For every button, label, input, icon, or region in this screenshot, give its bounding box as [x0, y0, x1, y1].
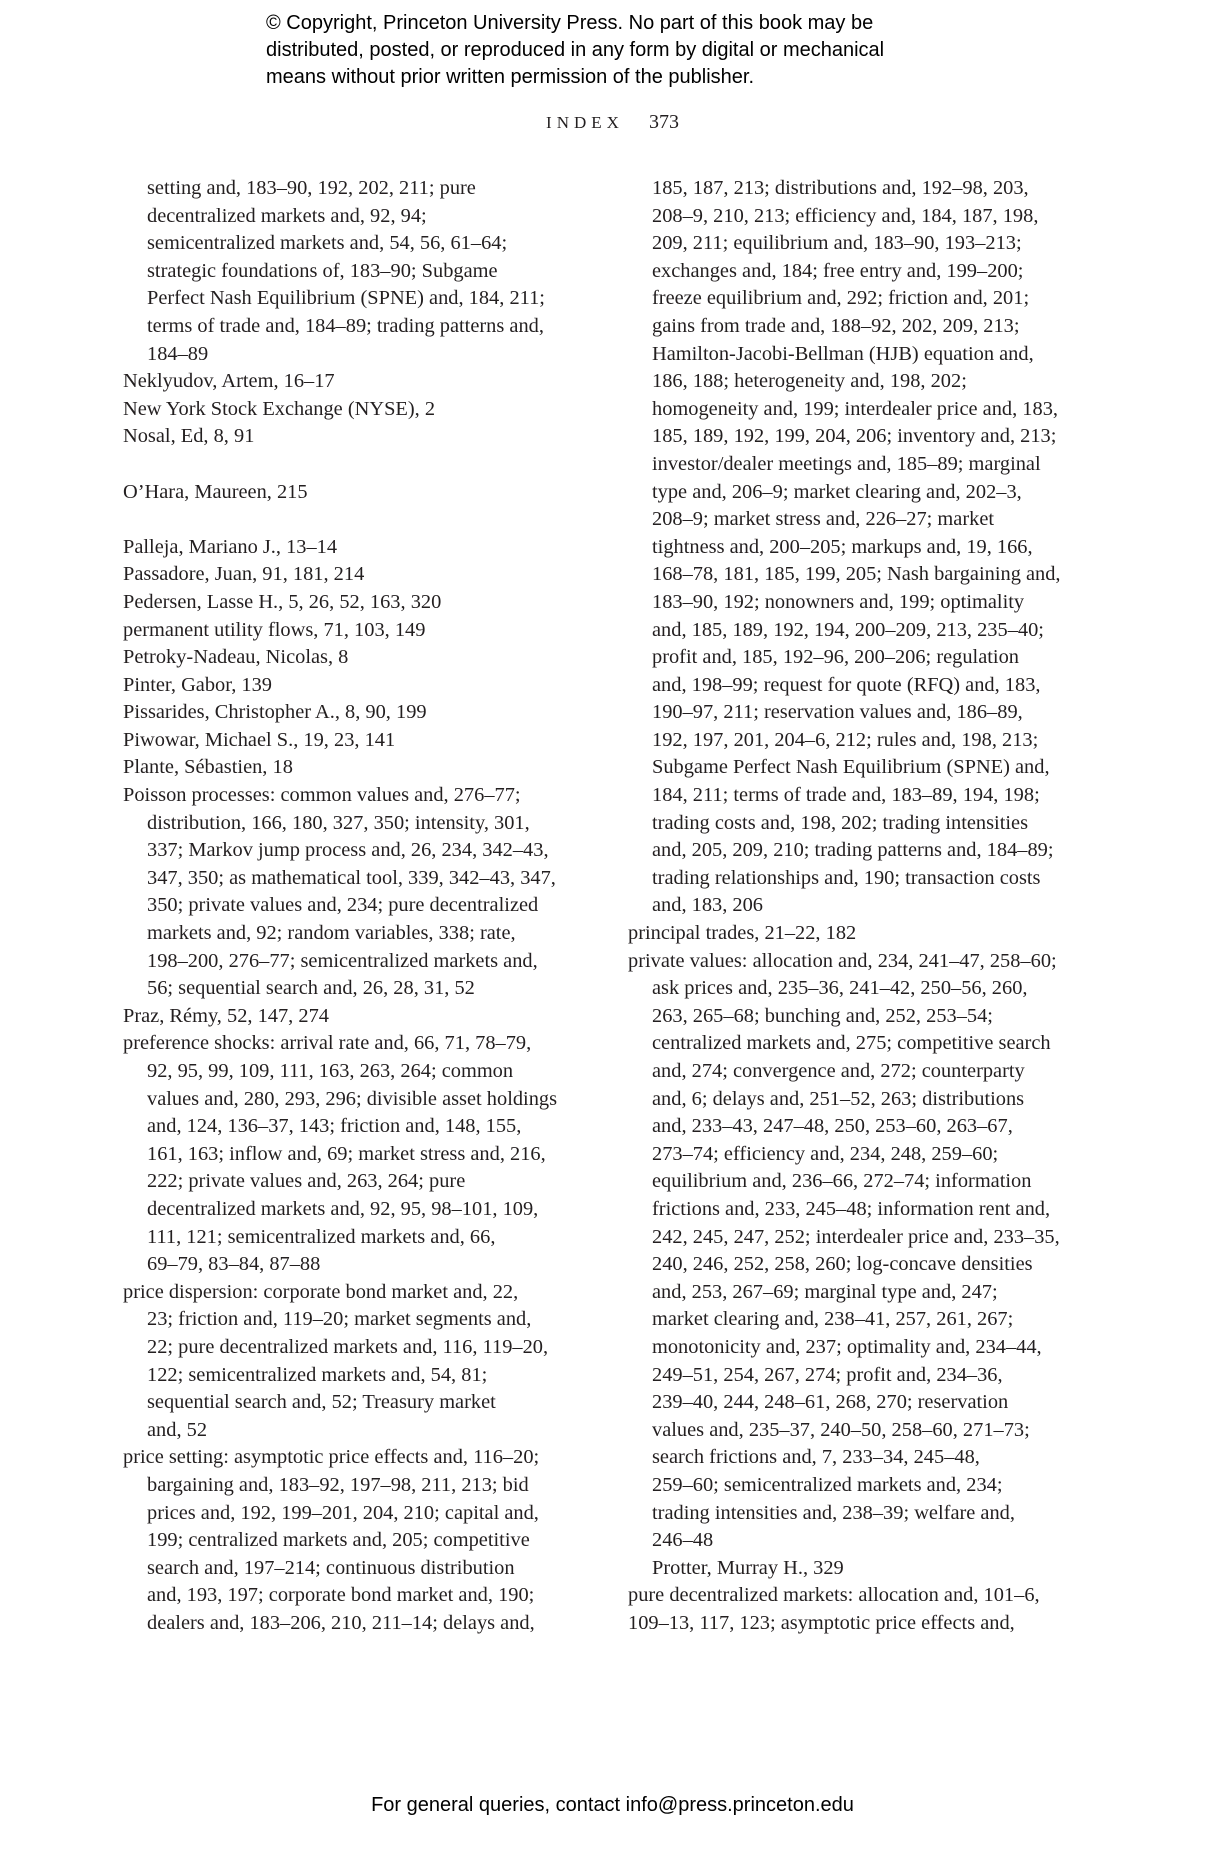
copyright-line: distributed, posted, or reproduced in any form by digital or mechanical	[266, 39, 885, 61]
index-entry-continuation: ask prices and, 235–36, 241–42, 250–56, 260,	[652, 977, 1028, 1000]
index-entry-head: private values: allocation and, 234, 241–47, 258–60;	[628, 949, 1057, 972]
index-entry-continuation: gains from trade and, 188–92, 202, 209, 213;	[652, 314, 1020, 337]
index-entry-head: New York Stock Exchange (NYSE), 2	[123, 397, 436, 420]
index-entry-continuation: investor/dealer meetings and, 185–89; marginal	[652, 452, 1041, 475]
index-entry-continuation: type and, 206–9; market clearing and, 202–3,	[652, 480, 1022, 503]
index-entry-continuation: 192, 197, 201, 204–6, 212; rules and, 198, 213;	[652, 728, 1039, 751]
index-entry-continuation: values and, 280, 293, 296; divisible asset holdings	[147, 1087, 558, 1110]
index-entry-continuation: equilibrium and, 236–66, 272–74; information	[652, 1170, 1032, 1193]
index-entry-continuation: trading costs and, 198, 202; trading intensities	[652, 811, 1029, 834]
index-entry-continuation: sequential search and, 52; Treasury market	[147, 1391, 496, 1414]
index-entry-continuation: frictions and, 233, 245–48; information rent and,	[652, 1197, 1051, 1220]
index-entry-continuation: Protter, Murray H., 329	[652, 1556, 844, 1579]
index-entry-continuation: and, 124, 136–37, 143; friction and, 148, 155,	[147, 1115, 522, 1138]
index-entry-head: Praz, Rémy, 52, 147, 274	[123, 1004, 329, 1027]
index-entry-continuation: 190–97, 211; reservation values and, 186–89,	[652, 701, 1023, 724]
index-column-left	[123, 175, 593, 1637]
index-entry-continuation: 183–90, 192; nonowners and, 199; optimality	[652, 590, 1025, 613]
index-entry-head: Pissarides, Christopher A., 8, 90, 199	[123, 701, 427, 724]
index-entry-continuation: 92, 95, 99, 109, 111, 163, 263, 264; common	[147, 1060, 514, 1082]
page-number: 373	[648, 111, 679, 133]
index-entry-continuation: 23; friction and, 119–20; market segments and,	[147, 1308, 532, 1331]
index-entry-head: 109–13, 117, 123; asymptotic price effects and,	[628, 1611, 1015, 1634]
index-entry-continuation: and, 205, 209, 210; trading patterns and, 184–89;	[652, 839, 1054, 862]
index-entry-continuation: 208–9; market stress and, 226–27; market	[652, 508, 995, 531]
index-entry-continuation: and, 274; convergence and, 272; counterparty	[652, 1060, 1025, 1082]
index-entry-head: permanent utility flows, 71, 103, 149	[123, 618, 426, 641]
index-entry-head: Pedersen, Lasse H., 5, 26, 52, 163, 320	[123, 590, 442, 613]
index-entry-continuation: freeze equilibrium and, 292; friction and, 201;	[652, 287, 1030, 310]
index-entry-continuation: search frictions and, 7, 233–34, 245–48,	[652, 1446, 980, 1469]
index-entry-head: Poisson processes: common values and, 276–77;	[123, 784, 521, 807]
index-entry-continuation: 111, 121; semicentralized markets and, 66,	[147, 1225, 496, 1248]
index-entry-head: pure decentralized markets: allocation and, 101–6,	[628, 1584, 1040, 1607]
index-entry-head: Nosal, Ed, 8, 91	[123, 425, 255, 448]
index-entry-continuation: 122; semicentralized markets and, 54, 81;	[147, 1363, 488, 1386]
index-entry-continuation: exchanges and, 184; free entry and, 199–200;	[652, 259, 1024, 282]
index-entry-head: Plante, Sébastien, 18	[123, 756, 293, 779]
running-head-label: INDEX	[546, 113, 624, 132]
index-entry-continuation: 56; sequential search and, 26, 28, 31, 52	[147, 977, 475, 1000]
index-entry-continuation: 184, 211; terms of trade and, 183–89, 194, 198;	[652, 784, 1040, 807]
index-entry-continuation: 240, 246, 252, 258, 260; log-concave densities	[652, 1253, 1033, 1276]
index-entry-continuation: 186, 188; heterogeneity and, 198, 202;	[652, 370, 967, 393]
index-entry-continuation: 337; Markov jump process and, 26, 234, 342–43,	[147, 839, 549, 862]
index-entry-continuation: 222; private values and, 263, 264; pure	[147, 1170, 466, 1193]
index-entry-continuation: 259–60; semicentralized markets and, 234;	[652, 1473, 1003, 1496]
index-entry-continuation: homogeneity and, 199; interdealer price and, 183,	[652, 397, 1058, 420]
index-entry-continuation: bargaining and, 183–92, 197–98, 211, 213; bid	[147, 1473, 529, 1496]
index-entry-continuation: and, 185, 189, 192, 194, 200–209, 213, 235–40;	[652, 618, 1044, 641]
index-entry-head: price dispersion: corporate bond market and, 22,	[123, 1280, 519, 1303]
index-entry-head: Passadore, Juan, 91, 181, 214	[123, 563, 365, 586]
index-entry-continuation: 242, 245, 247, 252; interdealer price and, 233–35,	[652, 1225, 1060, 1248]
index-entry-continuation: markets and, 92; random variables, 338; rate,	[147, 922, 516, 945]
index-entry-continuation: 208–9, 210, 213; efficiency and, 184, 187, 198,	[652, 204, 1039, 227]
index-entry-head: price setting: asymptotic price effects and, 116–20;	[123, 1446, 540, 1469]
index-entry-continuation: 185, 187, 213; distributions and, 192–98, 203,	[652, 177, 1029, 199]
copyright-line: © Copyright, Princeton University Press. No part of this book may be	[266, 12, 874, 34]
index-entry-continuation: 184–89	[147, 342, 209, 365]
index-entry-continuation: distribution, 166, 180, 327, 350; intensity, 301,	[147, 811, 530, 834]
index-entry-head: Palleja, Mariano J., 13–14	[123, 535, 338, 558]
index-entry-head: preference shocks: arrival rate and, 66, 71, 78–79,	[123, 1032, 532, 1055]
index-entry-continuation: decentralized markets and, 92, 94;	[147, 204, 427, 227]
index-entry-continuation: 246–48	[652, 1529, 714, 1552]
index-entry-continuation: prices and, 192, 199–201, 204, 210; capital and,	[147, 1501, 539, 1524]
entry-gap	[123, 451, 593, 479]
index-entry-continuation: Perfect Nash Equilibrium (SPNE) and, 184, 211;	[147, 287, 545, 310]
index-entry-continuation: market clearing and, 238–41, 257, 261, 267;	[652, 1308, 1014, 1331]
index-entry-continuation: and, 253, 267–69; marginal type and, 247;	[652, 1280, 998, 1303]
index-entry-continuation: centralized markets and, 275; competitive search	[652, 1032, 1051, 1055]
entry-gap	[123, 506, 593, 534]
index-entry-continuation: 22; pure decentralized markets and, 116, 119–20,	[147, 1335, 549, 1358]
index-entry-continuation: search and, 197–214; continuous distribution	[147, 1556, 515, 1579]
index-entry-continuation: monotonicity and, 237; optimality and, 234–44,	[652, 1335, 1042, 1358]
index-entry-continuation: 263, 265–68; bunching and, 252, 253–54;	[652, 1004, 993, 1027]
index-entry-continuation: 161, 163; inflow and, 69; market stress and, 216,	[147, 1142, 546, 1165]
footer-contact: For general queries, contact info@press.princeton.edu	[371, 1794, 854, 1816]
index-column-right	[628, 175, 1098, 1637]
running-head	[0, 111, 1225, 134]
index-entry-continuation: 168–78, 181, 185, 199, 205; Nash bargaining and,	[652, 563, 1061, 586]
index-entry-continuation: 185, 189, 192, 199, 204, 206; inventory and, 213;	[652, 425, 1057, 448]
index-entry-head: Neklyudov, Artem, 16–17	[123, 370, 335, 393]
index-entry-continuation: and, 193, 197; corporate bond market and, 190;	[147, 1584, 535, 1607]
index-entry-continuation: values and, 235–37, 240–50, 258–60, 271–73;	[652, 1418, 1030, 1441]
index-entry-continuation: terms of trade and, 184–89; trading patterns and,	[147, 314, 544, 337]
index-entry-continuation: Hamilton-Jacobi-Bellman (HJB) equation and,	[652, 342, 1034, 365]
index-entry-continuation: Subgame Perfect Nash Equilibrium (SPNE) and,	[652, 756, 1050, 779]
index-entry-continuation: trading intensities and, 238–39; welfare and,	[652, 1501, 1015, 1524]
index-entry-continuation: 199; centralized markets and, 205; competitive	[147, 1529, 530, 1552]
index-entry-continuation: 198–200, 276–77; semicentralized markets and,	[147, 949, 538, 972]
index-entry-continuation: 239–40, 244, 248–61, 268, 270; reservation	[652, 1391, 1009, 1414]
index-entry-continuation: 209, 211; equilibrium and, 183–90, 193–213;	[652, 232, 1022, 255]
index-entry-head: Piwowar, Michael S., 19, 23, 141	[123, 728, 396, 751]
index-entry-head: O’Hara, Maureen, 215	[123, 480, 308, 503]
index-entry-continuation: 347, 350; as mathematical tool, 339, 342–43, 347,	[147, 866, 556, 889]
index-entry-continuation: semicentralized markets and, 54, 56, 61–64;	[147, 232, 508, 255]
index-entry-continuation: trading relationships and, 190; transaction costs	[652, 866, 1041, 889]
index-entry-continuation: strategic foundations of, 183–90; Subgame	[147, 259, 498, 282]
index-entry-continuation: 69–79, 83–84, 87–88	[147, 1253, 321, 1276]
copyright-notice	[266, 10, 1026, 91]
index-entry-continuation: dealers and, 183–206, 210, 211–14; delays and,	[147, 1611, 535, 1634]
index-entry-continuation: and, 198–99; request for quote (RFQ) and, 183,	[652, 673, 1041, 696]
index-entry-head: principal trades, 21–22, 182	[628, 922, 857, 945]
index-entry-continuation: and, 233–43, 247–48, 250, 253–60, 263–67,	[652, 1115, 1013, 1138]
index-entry-continuation: and, 183, 206	[652, 894, 764, 917]
index-entry-head: Pinter, Gabor, 139	[123, 673, 273, 696]
index-entry-head: Petroky-Nadeau, Nicolas, 8	[123, 646, 349, 669]
index-entry-continuation: profit and, 185, 192–96, 200–206; regulation	[652, 646, 1019, 669]
index-entry-continuation: decentralized markets and, 92, 95, 98–101, 109,	[147, 1197, 539, 1220]
index-entry-continuation: setting and, 183–90, 192, 202, 211; pure	[147, 177, 476, 199]
index-entry-continuation: tightness and, 200–205; markups and, 19, 166,	[652, 535, 1033, 558]
copyright-line: means without prior written permission of the publisher.	[266, 66, 755, 88]
index-entry-continuation: 273–74; efficiency and, 234, 248, 259–60;	[652, 1142, 999, 1165]
index-entry-continuation: and, 52	[147, 1418, 208, 1441]
index-entry-continuation: 249–51, 254, 267, 274; profit and, 234–36,	[652, 1363, 1003, 1386]
index-entry-continuation: and, 6; delays and, 251–52, 263; distributions	[652, 1087, 1025, 1110]
index-entry-continuation: 350; private values and, 234; pure decentralized	[147, 894, 539, 917]
